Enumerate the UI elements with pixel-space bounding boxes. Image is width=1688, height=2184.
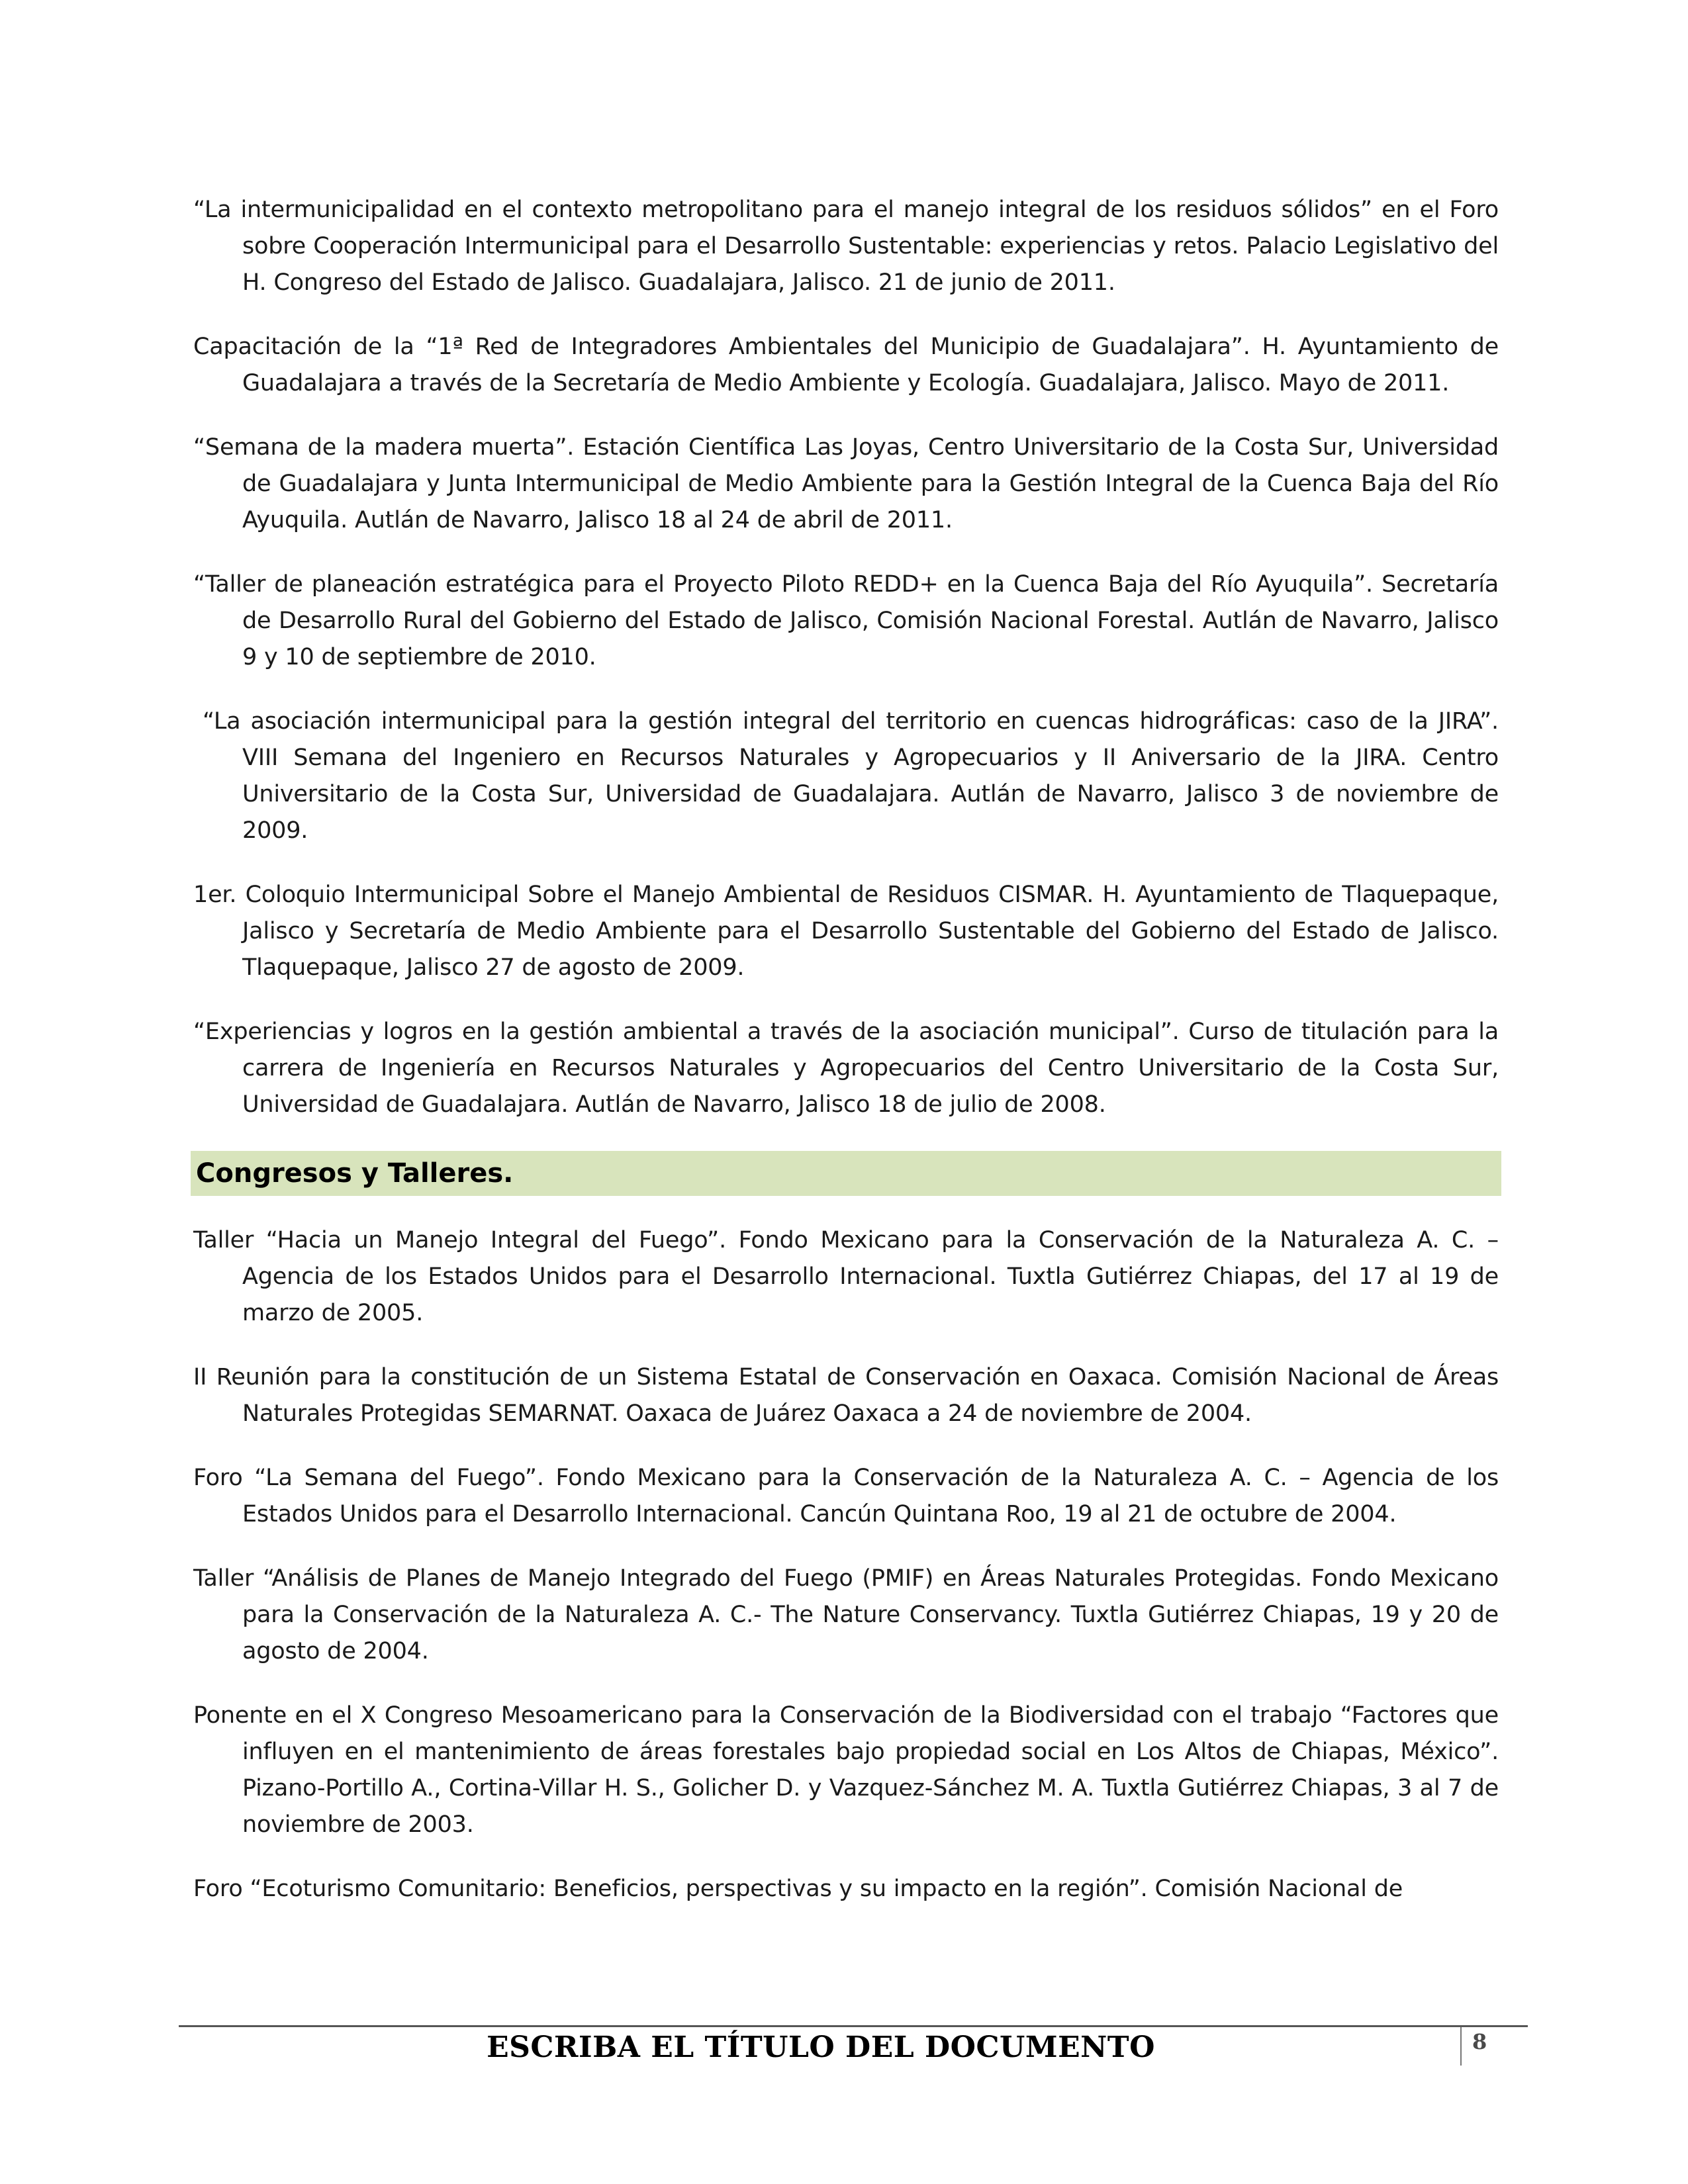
- footer-document-title: ESCRIBA EL TÍTULO DEL DOCUMENTO: [487, 2030, 1155, 2064]
- list-item: Taller “Análisis de Planes de Manejo Integrado del Fuego (PMIF) en Áreas Naturales Protegidas. Fondo Mexicano para la Conservación de la Naturaleza A. C.- The Nature Conservancy. Tuxtla Gutiérrez Chiapas, 19 y 20 de agosto de 2004.: [193, 1565, 1499, 1664]
- footer-page-separator: [1460, 2027, 1462, 2066]
- list-item: “Semana de la madera muerta”. Estación Científica Las Joyas, Centro Universitario de la Costa Sur, Universidad de Guadalajara y Junta Intermunicipal de Medio Ambiente para la Gestión Integral de la Cuenca Baja del Río Ayuquila. Autlán de Navarro, Jalisco 18 al 24 de abril de 2011.: [193, 434, 1499, 533]
- list-item: Ponente en el X Congreso Mesoamericano para la Conservación de la Biodiversidad con el trabajo “Factores que influyen en el mantenimiento de áreas forestales bajo propiedad social en Los Altos de Chiapas, México”. Pizano-Portillo A., Cortina-Villar H. S., Golicher D. y Vazquez-Sánchez M. A. Tuxtla Gutiérrez Chiapas, 3 al 7 de noviembre de 2003.: [193, 1702, 1499, 1838]
- list-item: “Experiencias y logros en la gestión ambiental a través de la asociación municipal”. Curso de titulación para la carrera de Ingeniería en Recursos Naturales y Agropecuarios del Centro Universitario de la Costa Sur, Universidad de Guadalajara. Autlán de Navarro, Jalisco 18 de julio de 2008.: [193, 1019, 1499, 1118]
- section-heading: [191, 1151, 1501, 1196]
- footer-divider: [179, 2025, 1528, 2027]
- list-item: Foro “La Semana del Fuego”. Fondo Mexicano para la Conservación de la Naturaleza A. C. – Agencia de los Estados Unidos para el Desarrollo Internacional. Cancún Quintana Roo, 19 al 21 de octubre de 2004.: [193, 1465, 1499, 1527]
- list-item: “La intermunicipalidad en el contexto metropolitano para el manejo integral de los residuos sólidos” en el Foro sobre Cooperación Intermunicipal para el Desarrollo Sustentable: experiencias y retos. Palacio Legislativo del H. Congreso del Estado de Jalisco. Guadalajara, Jalisco. 21 de junio de 2011.: [193, 197, 1499, 296]
- list-item: “Taller de planeación estratégica para el Proyecto Piloto REDD+ en la Cuenca Baja del Río Ayuquila”. Secretaría de Desarrollo Rural del Gobierno del Estado de Jalisco, Comisión Nacional Forestal. Autlán de Navarro, Jalisco 9 y 10 de septiembre de 2010.: [193, 571, 1499, 670]
- document-body: [193, 192, 1499, 1935]
- list-item: 1er. Coloquio Intermunicipal Sobre el Manejo Ambiental de Residuos CISMAR. H. Ayuntamiento de Tlaquepaque, Jalisco y Secretaría de Medio Ambiente para el Desarrollo Sustentable del Gobierno del Estado de Jalisco. Tlaquepaque, Jalisco 27 de agosto de 2009.: [193, 882, 1499, 981]
- list-item: Taller “Hacia un Manejo Integral del Fuego”. Fondo Mexicano para la Conservación de la Naturaleza A. C. – Agencia de los Estados Unidos para el Desarrollo Internacional. Tuxtla Gutiérrez Chiapas, del 17 al 19 de marzo de 2005.: [193, 1227, 1499, 1326]
- list-item: “La asociación intermunicipal para la gestión integral del territorio en cuencas hidrográficas: caso de la JIRA”. VIII Semana del Ingeniero en Recursos Naturales y Agropecuarios y II Aniversario de la JIRA. Centro Universitario de la Costa Sur, Universidad de Guadalajara. Autlán de Navarro, Jalisco 3 de noviembre de 2009.: [203, 708, 1499, 844]
- section-heading-text: Congresos y Talleres.: [196, 1158, 514, 1189]
- list-item: II Reunión para la constitución de un Sistema Estatal de Conservación en Oaxaca. Comisión Nacional de Áreas Naturales Protegidas SEMARNAT. Oaxaca de Juárez Oaxaca a 24 de noviembre de 2004.: [193, 1364, 1499, 1427]
- list-item: Capacitación de la “1ª Red de Integradores Ambientales del Municipio de Guadalajara”. H. Ayuntamiento de Guadalajara a través de la Secretaría de Medio Ambiente y Ecología. Guadalajara, Jalisco. Mayo de 2011.: [193, 334, 1499, 396]
- page-number: 8: [1472, 2029, 1487, 2054]
- list-item: Foro “Ecoturismo Comunitario: Beneficios, perspectivas y su impacto en la región”. Comisión Nacional de: [193, 1876, 1403, 1902]
